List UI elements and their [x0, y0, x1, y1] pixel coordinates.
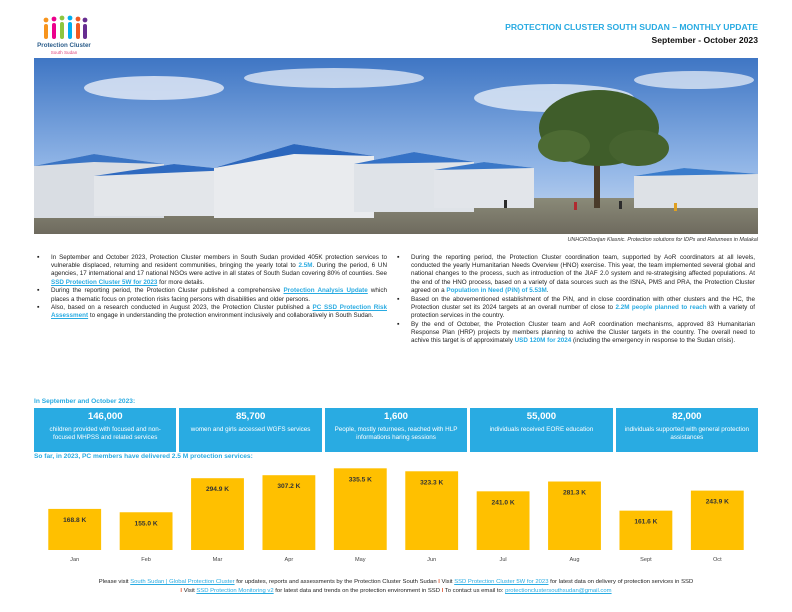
monthly-services-bar-chart — [34, 462, 758, 572]
bullet-protection-analysis: ▪ During the reporting period, the Protection Cluster published a comprehensive Protection Analysis Update which places a thematic focus on protection risks facing persons with disabilities and older persons. — [37, 287, 387, 303]
x-tick-label: Feb — [141, 557, 151, 563]
highlight-yearly-total: 2.5M — [298, 262, 313, 270]
hero-photo — [34, 58, 758, 234]
footer-separator: I — [441, 588, 444, 594]
document-period: September - October 2023 — [651, 35, 758, 45]
x-tick-label: Apr — [284, 557, 294, 563]
right-text-column — [397, 254, 755, 346]
link-protection-analysis-update[interactable]: Protection Analysis Update — [283, 287, 368, 295]
bar-jan — [48, 509, 101, 550]
stat-description: children provided with focused and non-focused MHPSS and related services — [49, 426, 161, 441]
stats-strip — [34, 408, 758, 452]
document-title: PROTECTION CLUSTER SOUTH SUDAN – MONTHLY UPDATE — [505, 22, 758, 32]
stat-card — [470, 408, 612, 452]
bullet-2024-targets: ▪ Based on the abovementioned establishment of the PiN, and in close coordination with other clusters and the HC, the Protection cluster set its 2024 targets at an overall number of close to 2.2M people planned to reach with a variety of protection services in the country. — [397, 296, 755, 321]
people-figures-icon — [40, 14, 90, 42]
bar-data-label: 168.8 K — [63, 516, 87, 524]
bar-data-label: 161.6 K — [634, 518, 658, 526]
logo-name: Protection Cluster — [37, 42, 91, 49]
stat-card — [179, 408, 321, 452]
stat-card — [34, 408, 176, 452]
left-text-column — [37, 254, 387, 321]
document-header — [505, 22, 758, 45]
x-tick-label: Sept — [640, 557, 652, 563]
bar-data-label: 155.0 K — [134, 520, 158, 528]
bar-data-label: 323.3 K — [420, 479, 444, 487]
logo-subtitle: South Sudan — [50, 50, 78, 55]
bullet-services-delivered: ▪ In September and October 2023, Protection Cluster members in South Sudan provided 405K protection services to vulnerable displaced, returning and resident communities, bringing the yearly total to 2.5M. During the period, 6 UN agencies, 17 international and 17 national NGOs were active in all states of South Sudan covering 80% of counties. See SSD Protection Cluster 5W for 2023 for more details. — [37, 254, 387, 287]
stat-card — [325, 408, 467, 452]
link-global-protection-cluster[interactable]: South Sudan | Global Protection Cluster — [130, 579, 235, 585]
photo-caption: UNHCR/Dorijan Klasnic. Protection solutions for IDPs and Returnees in Malakal — [567, 237, 758, 243]
stat-card — [616, 408, 758, 452]
link-5w-2023[interactable]: SSD Protection Cluster 5W for 2023 — [51, 278, 158, 286]
footer: Please visit South Sudan | Global Protection Cluster for updates, reports and assessments by the Protection Cluster South Sudan I Visit SSD Protection Cluster 5W for 2023 for latest data on delivery of protection services in SSD I Visit SSD Protection Monitoring v2 for latest data and trends on the protection environment in SSD I To contact us email to: protectionclustersouthsudan@gmail.com — [98, 579, 694, 594]
stat-value: 1,600 — [384, 411, 409, 422]
contact-email-link[interactable]: protectionclustersouthsudan@gmail.com — [505, 588, 612, 594]
stat-value: 146,000 — [87, 411, 123, 422]
stat-description: women and girls accessed WGFS services — [190, 426, 311, 433]
link-footer-5w-2023[interactable]: SSD Protection Cluster 5W for 2023 — [454, 579, 549, 585]
bar-data-label: 335.5 K — [348, 476, 372, 484]
footer-separator: I — [438, 579, 440, 585]
highlight-funding-need: USD 120M for 2024 — [514, 337, 572, 345]
stat-description: People, mostly returnees, reached with HLP informations haring sessions — [334, 426, 458, 441]
stat-value: 85,700 — [235, 411, 266, 422]
stats-section-label: In September and October 2023: — [34, 398, 136, 405]
bullet-hno-exercise: ▪ During the reporting period, the Protection Cluster coordination team, supported by AoR coordinators at all levels, conducted the yearly Humanitarian Needs Overview (HNO) exercise. This year, the team implemented several global and national changes to the process, such as introduction of the JIAF 2.0 system and re-strategising affected populations. At the end of the HNO process, based on a variety of data sources such as the ISNA, PMS and PRA, the Protection Cluster agreed on a Population in Need (PiN) of 5.53M. — [397, 254, 755, 295]
x-tick-label: Jun — [427, 557, 437, 563]
bullet-risk-assessment: ▪ Also, based on a research conducted in August 2023, the Protection Cluster published a PC SSD Protection Risk Assessment to engage in understanding the protection environment inclusively and collaboratively in South Sudan. — [37, 304, 387, 320]
protection-cluster-logo — [34, 12, 94, 58]
highlight-planned-reach: 2.2M people planned to reach — [615, 303, 707, 311]
highlight-pin: Population in Need (PiN) of 5.53M — [446, 286, 547, 294]
bullet-hrp-projects: ▪ By the end of October, the Protection Cluster team and AoR coordination mechanisms, approved 83 Humanitarian Response Plan (HRP) projects by members planning to achive the Cluster targets in the country. The overall need to achive this target is of approximately USD 120M for 2024 (including the emergency in response to the Sudan crisis). — [397, 321, 755, 346]
bar-data-label: 243.9 K — [705, 498, 729, 506]
stat-value: 55,000 — [526, 411, 557, 422]
x-tick-label: Mar — [212, 557, 223, 563]
x-tick-label: May — [355, 557, 366, 563]
stat-description: individuals supported with general protection assistances — [624, 426, 749, 441]
x-tick-label: Oct — [712, 557, 722, 563]
bar-feb — [120, 512, 173, 550]
shelters-photo-illustration — [34, 58, 758, 234]
x-tick-label: Aug — [569, 557, 580, 563]
x-tick-label: Jan — [70, 557, 80, 563]
x-tick-label: Jul — [499, 557, 507, 563]
bar-data-label: 241.0 K — [491, 499, 515, 507]
footer-separator: I — [180, 588, 183, 594]
chart-section-label: So far, in 2023, PC members have delivered 2.5 M protection services: — [34, 453, 253, 460]
link-risk-assessment[interactable]: PC SSD Protection Risk Assessment — [51, 304, 387, 320]
bar-data-label: 281.3 K — [562, 489, 587, 497]
bar-data-label: 307.2 K — [277, 483, 301, 491]
bar-sept — [619, 511, 672, 550]
stat-value: 82,000 — [672, 411, 702, 422]
stat-description: individuals received EORE education — [489, 426, 594, 433]
bar-data-label: 294.9 K — [205, 486, 230, 494]
link-protection-monitoring[interactable]: SSD Protection Monitoring v2 — [196, 588, 274, 594]
